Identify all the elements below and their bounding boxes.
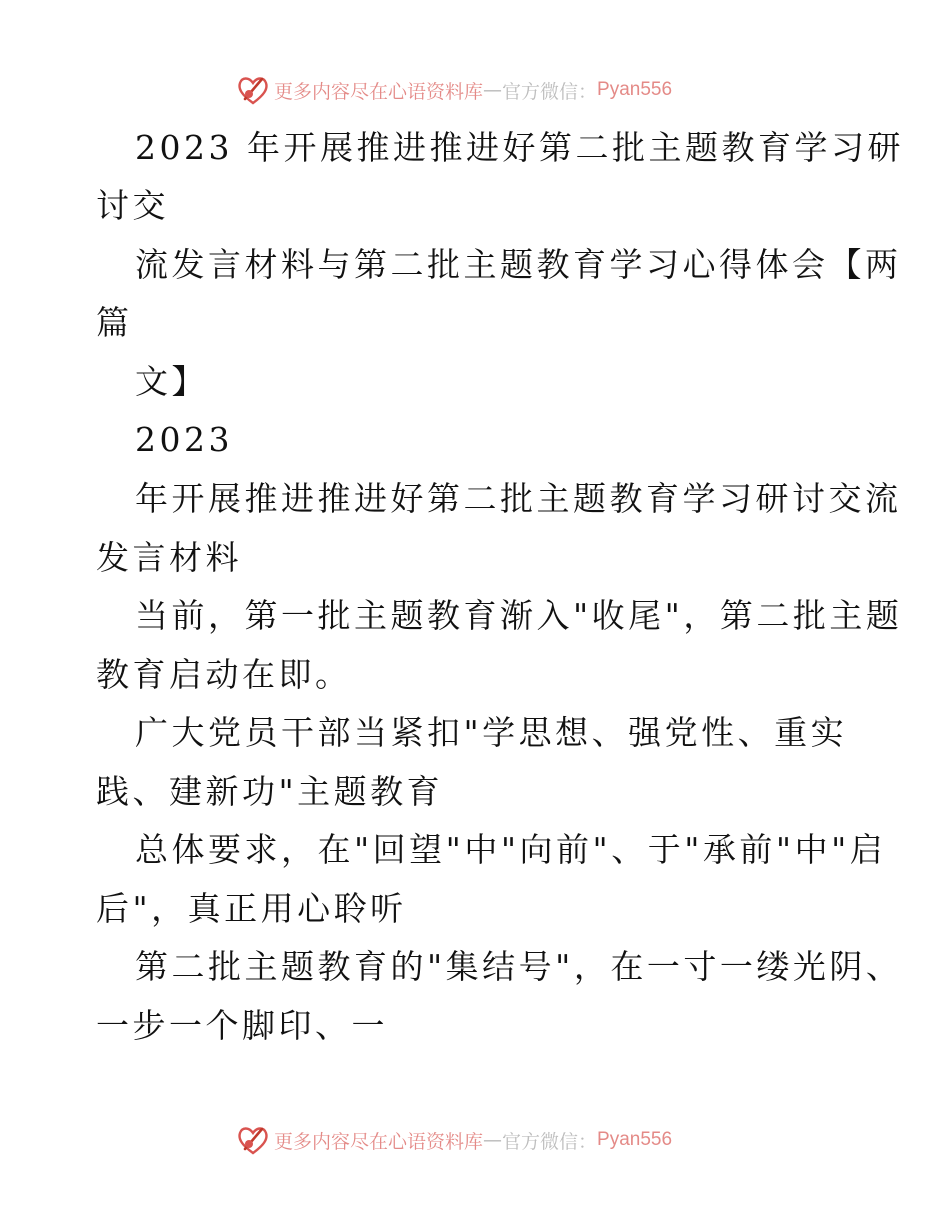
body-line: 总体要求，在"回望"中"向前"、于"承前"中"启 bbox=[135, 830, 887, 869]
body-line: 第二批主题教育的"集结号"，在一寸一缕光阴、 bbox=[135, 947, 903, 986]
watermark-separator: — bbox=[483, 79, 503, 101]
body-line: 文】 bbox=[135, 362, 208, 401]
body-line: 年开展推进推进好第二批主题教育学习研讨交流 bbox=[135, 479, 902, 518]
body-line: 广大党员干部当紧扣"学思想、强党性、重实 bbox=[135, 713, 848, 752]
body-line: 发言材料 bbox=[96, 538, 242, 577]
watermark-main-text: 更多内容尽在心语资料库 bbox=[274, 80, 484, 103]
watermark-separator: — bbox=[483, 1129, 503, 1151]
watermark-wechat-id: Pyan556 bbox=[597, 1129, 673, 1150]
body-line: 讨交 bbox=[96, 186, 169, 225]
body-line: 践、建新功"主题教育 bbox=[96, 772, 444, 811]
body-line: 篇 bbox=[96, 303, 133, 342]
body-line: 2023 bbox=[135, 420, 233, 459]
watermark-wechat-id: Pyan556 bbox=[597, 79, 673, 100]
watermark-official-label: 官方微信： bbox=[502, 1130, 598, 1153]
heart-quill-logo-icon bbox=[236, 73, 270, 107]
body-line: 流发言材料与第二批主题教育学习心得体会【两 bbox=[135, 245, 902, 284]
footer-watermark bbox=[236, 1122, 672, 1158]
watermark-official-label: 官方微信： bbox=[502, 80, 598, 103]
body-line: 后"，真正用心聆听 bbox=[96, 889, 407, 928]
body-line: 一步一个脚印、一 bbox=[96, 1006, 388, 1045]
watermark-main-text: 更多内容尽在心语资料库 bbox=[274, 1130, 484, 1153]
header-watermark bbox=[236, 72, 672, 108]
body-line: 2023 年开展推进推进好第二批主题教育学习研 bbox=[135, 128, 904, 167]
body-line: 教育启动在即。 bbox=[96, 655, 352, 694]
body-line: 当前，第一批主题教育渐入"收尾"，第二批主题 bbox=[135, 596, 903, 635]
heart-quill-logo-icon bbox=[236, 1123, 270, 1157]
